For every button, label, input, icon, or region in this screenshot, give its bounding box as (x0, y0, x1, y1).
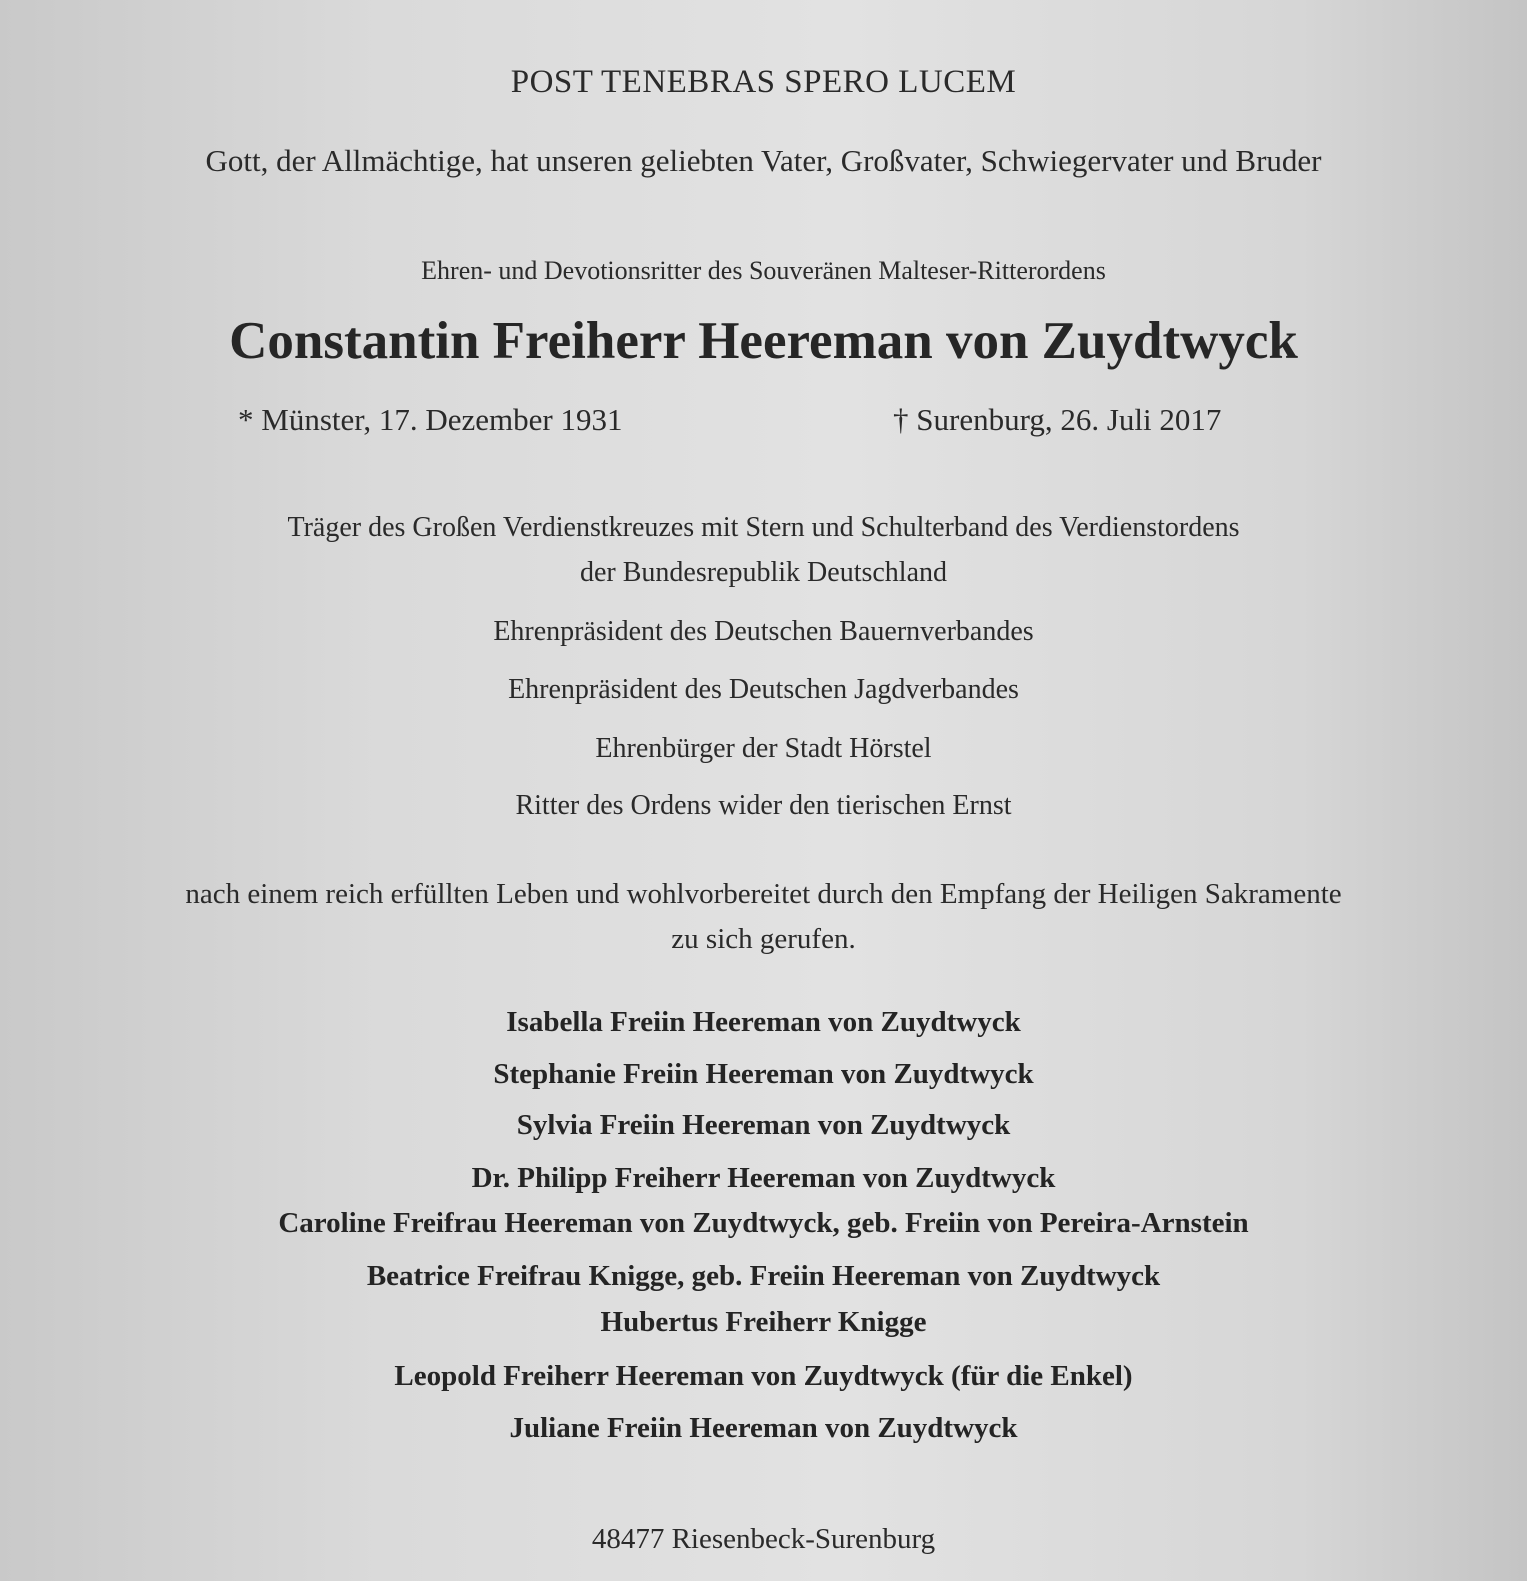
outro-line: zu sich gerufen. (671, 923, 856, 955)
honor-line: Ehrenpräsident des Deutschen Jagdverbandes (508, 674, 1019, 705)
honor-line: Träger des Großen Verdienstkreuzes mit Stern und Schulterband des Verdienstordens (287, 512, 1240, 543)
mourner-name: Stephanie Freiin Heereman von Zuydtwyck (493, 1058, 1034, 1090)
honor-line: Ehrenpräsident des Deutschen Bauernverbandes (493, 616, 1034, 647)
outro-line: nach einem reich erfüllten Leben und wohlvorbereitet durch den Empfang der Heiligen Sakramente (185, 878, 1342, 910)
birth-date: * Münster, 17. Dezember 1931 (238, 402, 623, 437)
mourner-name: Leopold Freiherr Heereman von Zuydtwyck (für die Enkel) (394, 1360, 1133, 1392)
mourner-name: Isabella Freiin Heereman von Zuydtwyck (506, 1006, 1021, 1038)
mourner-name: Caroline Freifrau Heereman von Zuydtwyck, geb. Freiin von Pereira-Arnstein (278, 1207, 1249, 1239)
motto: POST TENEBRAS SPERO LUCEM (510, 64, 1017, 100)
mourner-name: Beatrice Freifrau Knigge, geb. Freiin Heereman von Zuydtwyck (366, 1260, 1161, 1292)
honor-line: der Bundesrepublik Deutschland (579, 557, 948, 588)
order-title: Ehren- und Devotionsritter des Souveränen Malteser-Ritterordens (421, 256, 1106, 285)
mourner-name: Dr. Philipp Freiherr Heereman von Zuydtwyck (471, 1162, 1056, 1194)
mourner-name: Juliane Freiin Heereman von Zuydtwyck (509, 1412, 1018, 1444)
address: 48477 Riesenbeck-Surenburg (591, 1523, 936, 1555)
mourner-name: Hubertus Freiherr Knigge (600, 1306, 927, 1338)
death-date: † Surenburg, 26. Juli 2017 (893, 402, 1222, 437)
honor-line: Ritter des Ordens wider den tierischen Ernst (515, 790, 1012, 821)
deceased-name: Constantin Freiherr Heereman von Zuydtwyck (229, 312, 1298, 370)
honor-line: Ehrenbürger der Stadt Hörstel (595, 733, 932, 764)
intro-line: Gott, der Allmächtige, hat unseren geliebten Vater, Großvater, Schwiegervater und Bruder (205, 143, 1322, 178)
mourner-name: Sylvia Freiin Heereman von Zuydtwyck (516, 1109, 1011, 1141)
